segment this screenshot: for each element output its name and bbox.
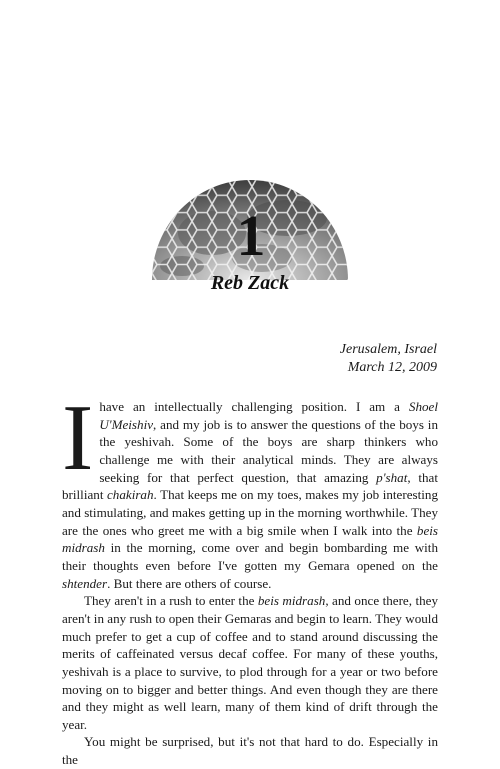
italic-term: chakirah <box>106 487 154 503</box>
dateline <box>340 341 437 377</box>
text-run: in the morning, come over and begin bombarding me with their thoughts even before I've gotten my Gemara opened on the <box>62 540 438 573</box>
chapter-title: Reb Zack <box>210 272 290 294</box>
text-run: . That keeps me on my toes, makes my job interesting and stimulating, and makes getting up in the morning worthwhile. They are the ones who greet me with a big smile when I walk into the <box>62 487 438 538</box>
italic-term: Shoel U'Meishiv <box>99 399 438 432</box>
paragraph-3 <box>62 733 438 768</box>
text-run: You might be surprised, but it's not that hard to do. Especially in the <box>62 734 438 768</box>
italic-term: beis midrash <box>62 522 438 556</box>
italic-term: beis midrash <box>257 593 326 609</box>
dateline-place: Jerusalem, Israel <box>339 342 437 357</box>
chapter-number: 1 <box>236 203 264 268</box>
text-run: They aren't in a rush to enter the <box>84 593 258 609</box>
italic-term: shtender <box>62 575 108 591</box>
text-run: have an intellectually challenging position. I am a <box>99 399 409 414</box>
italic-term: p'shat <box>376 469 408 485</box>
drop-cap: I <box>62 386 94 490</box>
body-text <box>62 386 438 769</box>
text-run: , that brilliant <box>62 469 438 503</box>
text-run: , and once there, they aren't in any rush to open their Gemaras and begin to learn. They would much prefer to get a cup of coffee and to stand around discussing the merits of caffeinated versus decaf coffee. For many of these youths, yeshivah is a place to survive, to plod through for a year or two before moving on to bigger and better things. And even though they are there and they might as well learn, many of them kind of drift through the year. <box>62 593 438 732</box>
paragraph-1 <box>62 386 438 592</box>
text-run: , and my job is to answer the questions of the boys in the yeshivah. Some of the boys are sharp thinkers who challenge me with their analytical minds. They are always seeking for that perfect question, that amazing <box>99 416 438 485</box>
text-run: . But there are others of course. <box>107 575 272 591</box>
paragraph-2 <box>62 592 438 733</box>
dateline-date: March 12, 2009 <box>347 360 437 375</box>
